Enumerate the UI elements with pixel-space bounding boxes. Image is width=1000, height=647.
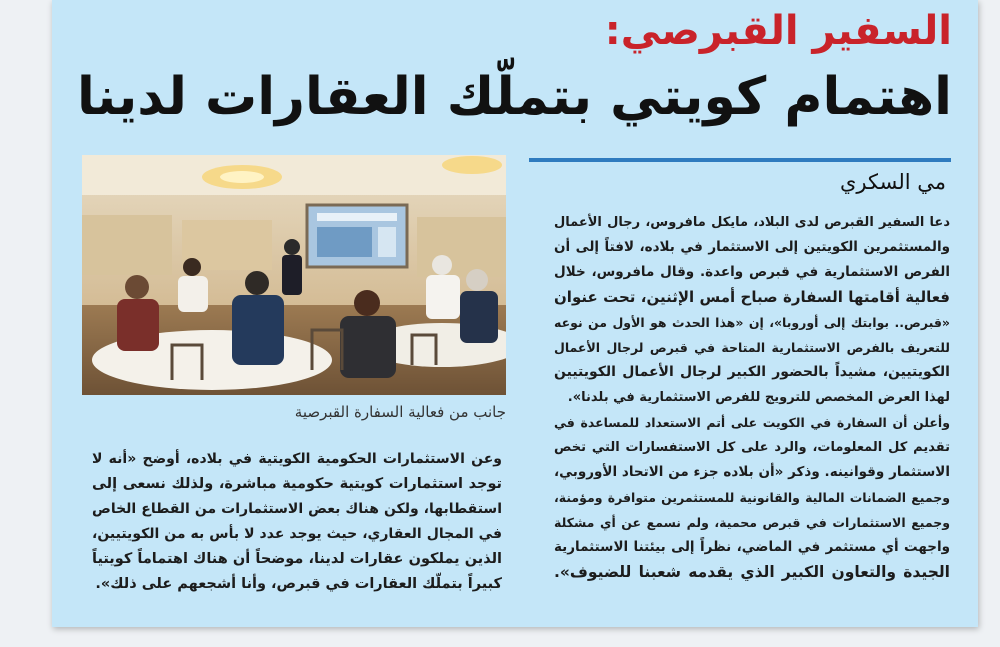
body-line: وجميع الضمانات المالية والقانونية للمستثمرين متوافرة ومؤمنة،	[554, 490, 950, 505]
article-kicker: السفير القبرصي:	[604, 8, 952, 54]
body-line: والمستثمرين الكويتين إلى الاستثمار في بلاده، لافتاً إلى أن	[554, 239, 950, 255]
body-line: الكويتيين، مشيداً بالحضور الكبير لرجال الأعمال الكويتيين	[554, 364, 950, 380]
body-line: واجهت أي مستثمر في الماضي، نظراً إلى بيئتنا الاستثمارية	[554, 539, 950, 555]
conference-photo-illustration	[82, 155, 506, 395]
body-line: «قبرص.. بوابتك إلى أوروبا»، إن «هذا الحدث هو الأول من نوعه	[554, 315, 950, 330]
article-panel	[52, 0, 978, 627]
body-line: فعالية أقامتها السفارة صباح أمس الإثنين، تحت عنوان	[554, 288, 950, 306]
body-line: لهذا العرض المخصص للترويج للفرص الاستثمارية في بلدنا».	[567, 390, 950, 405]
byline-divider	[529, 158, 951, 162]
article-photo	[82, 155, 506, 395]
photo-caption: جانب من فعالية السفارة القبرصية	[294, 403, 506, 421]
body-line: وعن الاستثمارات الحكومية الكويتية في بلاده، أوضح «أنه لا	[92, 451, 502, 467]
body-line: الذين يملكون عقارات لدينا، موضحاً أن هناك اهتماماً كويتياً	[92, 551, 502, 567]
body-line: للتعريف بالفرص الاستثمارية المتاحة في قبرص لرجال الأعمال	[554, 340, 950, 355]
body-line: دعا السفير القبرص لدى البلاد، مايكل مافروس، رجال الأعمال	[554, 215, 950, 230]
article-headline: اهتمام كويتي بتملّك العقارات لدينا	[77, 67, 952, 127]
article-byline: مي السكري	[839, 170, 946, 194]
body-line: وأعلن أن السفارة في الكويت على أتم الاستعداد للمساعدة في	[554, 415, 950, 430]
article-body-left-column	[92, 447, 502, 597]
body-line: توجد استثمارات كويتية حكومية مباشرة، ولذلك نسعى إلى	[92, 476, 502, 492]
body-line: كبيراً بتملّك العقارات في قبرص، وأنا أشجعهم على ذلك».	[95, 576, 502, 592]
body-line: تقديم كل المعلومات، والرد على كل الاستفسارات التي تخص	[554, 440, 950, 455]
body-line: استقطابها، ولكن هناك بعض الاستثمارات من القطاع الخاص	[92, 501, 502, 517]
body-line: الجيدة والتعاون الكبير الذي يقدمه شعبنا للضيوف».	[554, 563, 950, 581]
body-line: الاستثمار وقوانينه. وذكر «أن بلاده جزء من الاتحاد الأوروبي،	[554, 464, 950, 480]
body-line: وجميع الاستثمارات في قبرص محمية، ولم نسمع عن أي مشكلة	[554, 515, 950, 530]
article-body-right-column	[554, 210, 950, 585]
body-line: في المجال العقاري، حيث يوجد عدد لا بأس به من الكويتيين،	[92, 526, 502, 542]
body-line: الفرص الاستثمارية في قبرص واعدة. وقال مافروس، خلال	[554, 264, 950, 280]
